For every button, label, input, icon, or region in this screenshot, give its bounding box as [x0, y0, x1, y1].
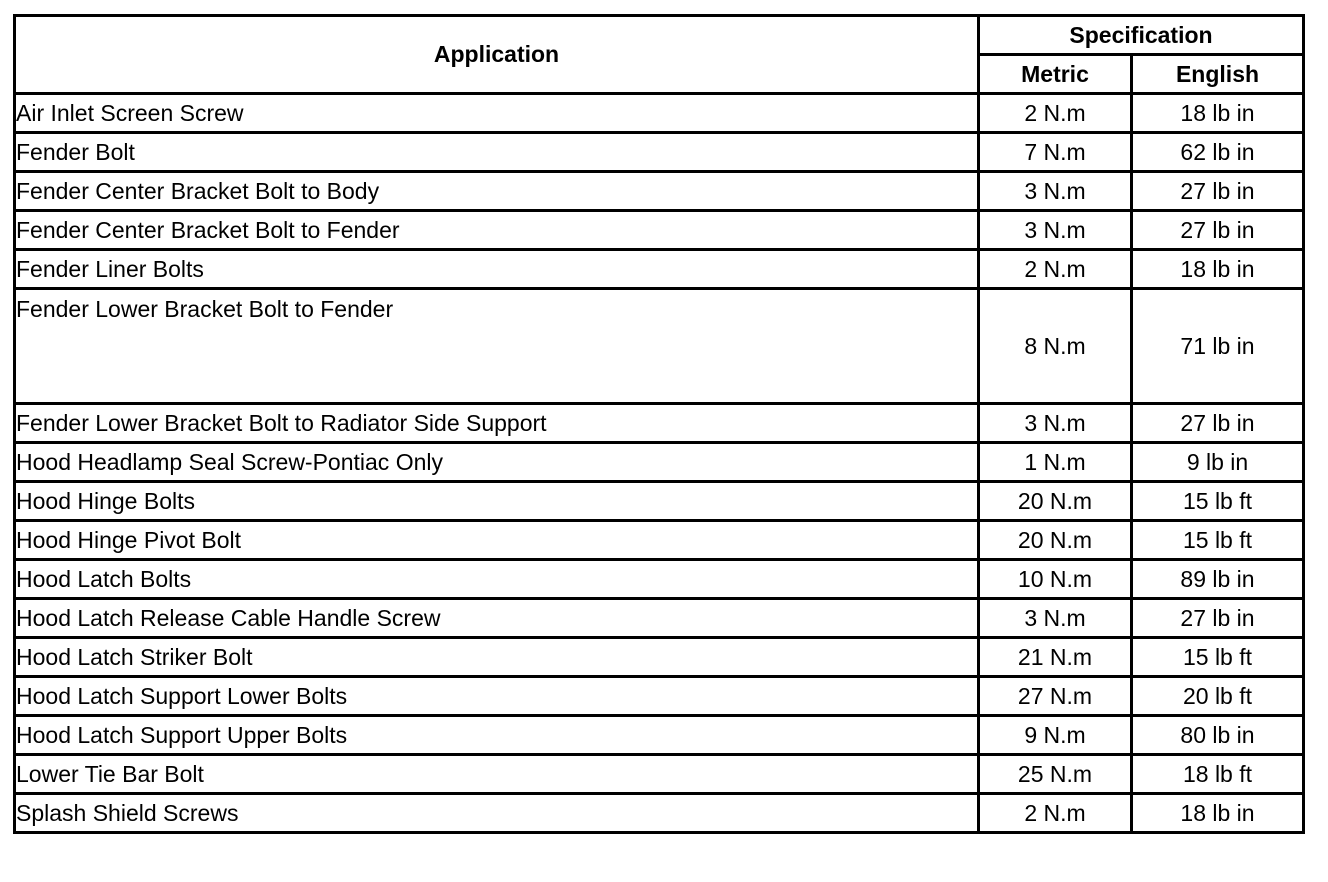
table-row — [15, 133, 1304, 172]
table-row — [15, 404, 1304, 443]
table-row — [15, 599, 1304, 638]
application-cell: Fender Liner Bolts — [15, 250, 979, 289]
metric-header: Metric — [979, 55, 1132, 94]
application-cell: Fender Lower Bracket Bolt to Radiator Side Support — [15, 404, 979, 443]
table-row — [15, 716, 1304, 755]
table-row — [15, 211, 1304, 250]
english-cell: 18 lb in — [1132, 250, 1304, 289]
table-row — [15, 482, 1304, 521]
header-row-top — [15, 16, 1304, 55]
application-cell: Hood Headlamp Seal Screw-Pontiac Only — [15, 443, 979, 482]
metric-cell: 9 N.m — [979, 716, 1132, 755]
table-row — [15, 521, 1304, 560]
metric-cell: 10 N.m — [979, 560, 1132, 599]
application-cell: Hood Latch Support Lower Bolts — [15, 677, 979, 716]
metric-cell: 8 N.m — [979, 289, 1132, 404]
english-cell: 15 lb ft — [1132, 521, 1304, 560]
application-cell: Lower Tie Bar Bolt — [15, 755, 979, 794]
metric-cell: 7 N.m — [979, 133, 1132, 172]
metric-cell: 2 N.m — [979, 794, 1132, 833]
table-row — [15, 443, 1304, 482]
english-cell: 27 lb in — [1132, 404, 1304, 443]
english-cell: 27 lb in — [1132, 211, 1304, 250]
application-cell: Fender Center Bracket Bolt to Body — [15, 172, 979, 211]
english-cell: 20 lb ft — [1132, 677, 1304, 716]
metric-cell: 25 N.m — [979, 755, 1132, 794]
english-cell: 18 lb ft — [1132, 755, 1304, 794]
metric-cell: 2 N.m — [979, 250, 1132, 289]
english-cell: 9 lb in — [1132, 443, 1304, 482]
table-row — [15, 560, 1304, 599]
metric-cell: 20 N.m — [979, 482, 1132, 521]
table-row — [15, 794, 1304, 833]
application-cell: Fender Lower Bracket Bolt to Fender — [15, 289, 979, 404]
english-cell: 80 lb in — [1132, 716, 1304, 755]
table-row — [15, 638, 1304, 677]
application-cell: Splash Shield Screws — [15, 794, 979, 833]
application-cell: Hood Latch Release Cable Handle Screw — [15, 599, 979, 638]
table-row — [15, 94, 1304, 133]
english-header: English — [1132, 55, 1304, 94]
metric-cell: 3 N.m — [979, 599, 1132, 638]
application-cell: Hood Latch Bolts — [15, 560, 979, 599]
english-cell: 71 lb in — [1132, 289, 1304, 404]
application-cell: Hood Hinge Pivot Bolt — [15, 521, 979, 560]
english-cell: 62 lb in — [1132, 133, 1304, 172]
metric-cell: 2 N.m — [979, 94, 1132, 133]
application-cell: Hood Latch Support Upper Bolts — [15, 716, 979, 755]
application-cell: Fender Bolt — [15, 133, 979, 172]
english-cell: 18 lb in — [1132, 794, 1304, 833]
english-cell: 15 lb ft — [1132, 482, 1304, 521]
table-row — [15, 677, 1304, 716]
english-cell: 89 lb in — [1132, 560, 1304, 599]
metric-cell: 3 N.m — [979, 404, 1132, 443]
application-cell: Hood Hinge Bolts — [15, 482, 979, 521]
metric-cell: 3 N.m — [979, 172, 1132, 211]
table-row — [15, 250, 1304, 289]
table-header — [15, 16, 1304, 94]
application-cell: Hood Latch Striker Bolt — [15, 638, 979, 677]
table-row — [15, 172, 1304, 211]
english-cell: 27 lb in — [1132, 599, 1304, 638]
application-cell: Fender Center Bracket Bolt to Fender — [15, 211, 979, 250]
specification-header: Specification — [979, 16, 1304, 55]
english-cell: 27 lb in — [1132, 172, 1304, 211]
table-body — [15, 94, 1304, 833]
torque-spec-table — [13, 14, 1305, 834]
table-row — [15, 289, 1304, 404]
application-cell: Air Inlet Screen Screw — [15, 94, 979, 133]
english-cell: 18 lb in — [1132, 94, 1304, 133]
metric-cell: 3 N.m — [979, 211, 1132, 250]
english-cell: 15 lb ft — [1132, 638, 1304, 677]
metric-cell: 20 N.m — [979, 521, 1132, 560]
application-header: Application — [15, 16, 979, 94]
metric-cell: 1 N.m — [979, 443, 1132, 482]
table-row — [15, 755, 1304, 794]
metric-cell: 21 N.m — [979, 638, 1132, 677]
metric-cell: 27 N.m — [979, 677, 1132, 716]
